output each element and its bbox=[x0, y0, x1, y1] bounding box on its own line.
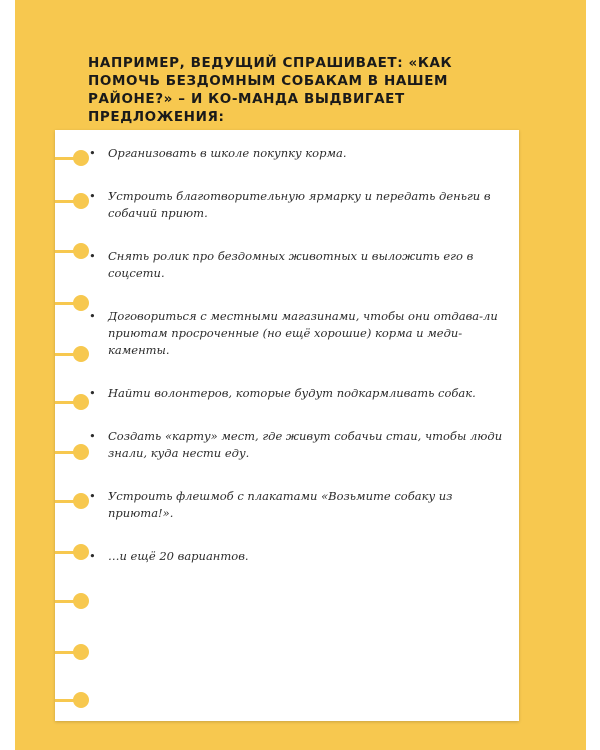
list-item bbox=[87, 308, 507, 359]
bullet-icon: • bbox=[89, 146, 96, 160]
binder-ring-icon bbox=[55, 200, 85, 203]
list-item-text: …и ещё 20 вариантов. bbox=[108, 549, 249, 563]
list-item-text: Устроить флешмоб с плакатами «Возьмите собаку из приюта!». bbox=[108, 489, 453, 520]
binder-ring-icon bbox=[55, 302, 85, 305]
binder-ring-icon bbox=[55, 401, 85, 404]
list-item bbox=[87, 385, 507, 402]
binder-ring-icon bbox=[55, 500, 85, 503]
page-heading: НАПРИМЕР, ВЕДУЩИЙ СПРАШИВАЕТ: «КАК ПОМОЧЬ БЕЗДОМНЫМ СОБАКАМ В НАШЕМ РАЙОНЕ?» – И КО-МАНДА ВЫДВИГАЕТ ПРЕДЛОЖЕНИЯ: bbox=[88, 55, 453, 125]
list-item bbox=[87, 188, 507, 222]
bullet-icon: • bbox=[89, 249, 96, 263]
bullet-icon: • bbox=[89, 386, 96, 400]
bullet-icon: • bbox=[89, 189, 96, 203]
list-item bbox=[87, 145, 507, 162]
list-item-text: Договориться с местными магазинами, чтобы они отдава-ли приютам просроченные (но ещё хорошие) корма и меди-каменты. bbox=[108, 309, 498, 357]
binder-ring-icon bbox=[55, 600, 85, 603]
list-item-text: Организовать в школе покупку корма. bbox=[108, 146, 347, 160]
binder-ring-icon bbox=[55, 651, 85, 654]
list-item-text: Снять ролик про бездомных животных и выложить его в соцсети. bbox=[108, 249, 474, 280]
list-item-text: Найти волонтеров, которые будут подкармливать собак. bbox=[108, 386, 476, 400]
list-item bbox=[87, 248, 507, 282]
suggestions-list bbox=[87, 145, 507, 565]
bullet-icon: • bbox=[89, 309, 96, 323]
list-item bbox=[87, 428, 507, 462]
binder-ring-icon bbox=[55, 451, 85, 454]
bullet-icon: • bbox=[89, 549, 96, 563]
list-item bbox=[87, 488, 507, 522]
binder-ring-icon bbox=[55, 699, 85, 702]
binder-ring-icon bbox=[55, 551, 85, 554]
list-item-text: Создать «карту» мест, где живут собачьи стаи, чтобы люди знали, куда нести еду. bbox=[108, 429, 503, 460]
binder-ring-icon bbox=[55, 157, 85, 160]
bullet-icon: • bbox=[89, 429, 96, 443]
binder-ring-icon bbox=[55, 353, 85, 356]
list-item-text: Устроить благотворительную ярмарку и передать деньги в собачий приют. bbox=[108, 189, 491, 220]
binder-ring-icon bbox=[55, 250, 85, 253]
list-item bbox=[87, 548, 507, 565]
bullet-icon: • bbox=[89, 489, 96, 503]
